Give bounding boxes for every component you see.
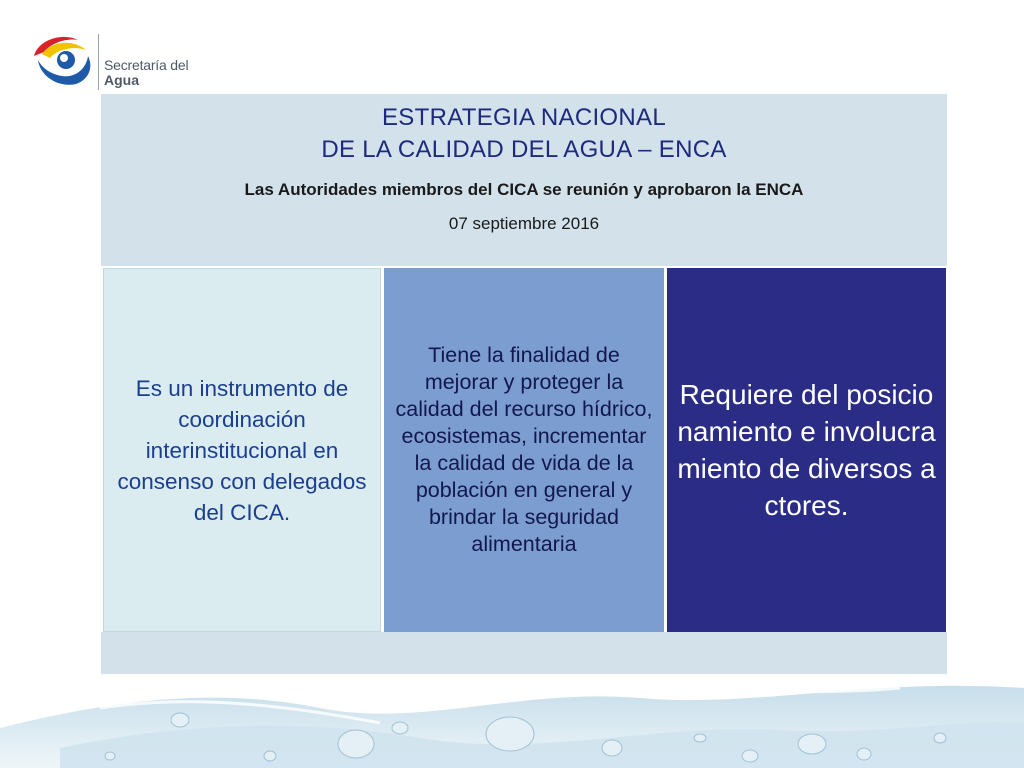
subtitle: Las Autoridades miembros del CICA se reunión y aprobaron la ENCA xyxy=(244,180,804,199)
logo-text xyxy=(104,58,188,88)
page-title xyxy=(101,102,947,166)
logo-line-2: Agua xyxy=(104,72,139,88)
column-3-text: Requiere del posicionamiento e involucramiento de diversos actores. xyxy=(677,379,936,521)
header-panel xyxy=(101,94,947,266)
date-label: 07 septiembre 2016 xyxy=(448,214,600,233)
column-2-text: Tiene la finalidad de mejorar y proteger la calidad del recurso hídrico, ecosistemas, incrementar la calidad de vida de la población en general y brindar la seguridad alimentaria xyxy=(395,343,653,556)
column-requiere xyxy=(667,268,946,632)
logo-mark-icon xyxy=(28,30,94,92)
column-1-text: Es un instrumento de coordinación interinstitucional en consenso con delegados del CICA. xyxy=(117,375,367,525)
title-line-2: DE LA CALIDAD DEL AGUA – ENCA xyxy=(321,136,727,163)
column-instrumento xyxy=(103,268,381,632)
logo-divider xyxy=(98,34,99,90)
water-wave-decoration xyxy=(0,668,1024,768)
secretaria-del-agua-logo xyxy=(28,30,198,92)
logo-line-1: Secretaría del xyxy=(104,57,189,73)
title-line-1: ESTRATEGIA NACIONAL xyxy=(382,104,666,131)
column-finalidad xyxy=(384,268,664,632)
